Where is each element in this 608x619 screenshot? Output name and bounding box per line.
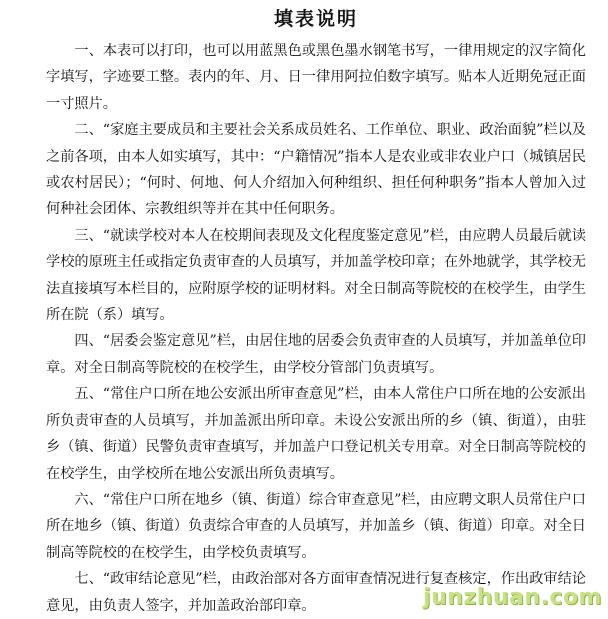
site-watermark: junzhuan.com [423,585,602,610]
paragraph-2: 二、“家庭主要成员和主要社会关系成员姓名、工作单位、职业、政治面貌”栏以及之前各项，由本人如实填写，其中：“户籍情况”指本人是农业或非农业户口（城镇居民或农村居民）；“何时、何地、何人介绍加入何种组织、担任何种职务”指本人曾加入过何种社会团体、宗教组织等并在其中任何职务。 [46,122,586,218]
paragraph-6: 六、“常住户口所在地乡（镇、街道）综合审查意见”栏，由应聘文职人员常住户口所在地乡（镇、街道）负责综合审查的人员填写，并加盖乡（镇、街道）印章。对全日制高等院校的在校学生，由学校负责填写。 [46,491,586,561]
paragraph-7: 七、“政审结论意见”栏，由政治部对各方面审查情况进行复查核定，作出政审结论意见，由负责人签字，并加盖政治部印章。 [46,571,586,614]
paragraph-4: 四、“居委会鉴定意见”栏，由居住地的居委会负责审查的人员填写，并加盖单位印章。对全日制高等院校的在校学生，由学校分管部门负责填写。 [46,333,586,376]
page-title: 填表说明 [273,8,358,30]
paragraph-5: 五、“常住户口所在地公安派出所审查意见”栏，由本人常住户口所在地的公安派出所负责审查的人员填写，并加盖派出所印章。未设公安派出所的乡（镇、街道），由驻乡（镇、街道）民警负责审查填写，并加盖户口登记机关专用章。对全日制高等院校的在校学生，由学校所在地公安派出所负责填写。 [46,386,586,482]
paragraph-3: 三、“就读学校对本人在校期间表现及文化程度鉴定意见”栏，由应聘人员最后就读学校的原班主任或指定负责审查的人员填写，并加盖学校印章；在外地就学，其学校无法直接填写本栏目的，应附原学校的证明材料。对全日制高等院校的在校学生，由学生所在院（系）填写。 [46,227,586,324]
paragraph-1: 一、本表可以打印，也可以用蓝黑色或黑色墨水钢笔书写，一律用规定的汉字简化字填写，字迹要工整。表内的年、月、日一律用阿拉伯数字填写。贴本人近期免冠正面一寸照片。 [46,43,586,112]
